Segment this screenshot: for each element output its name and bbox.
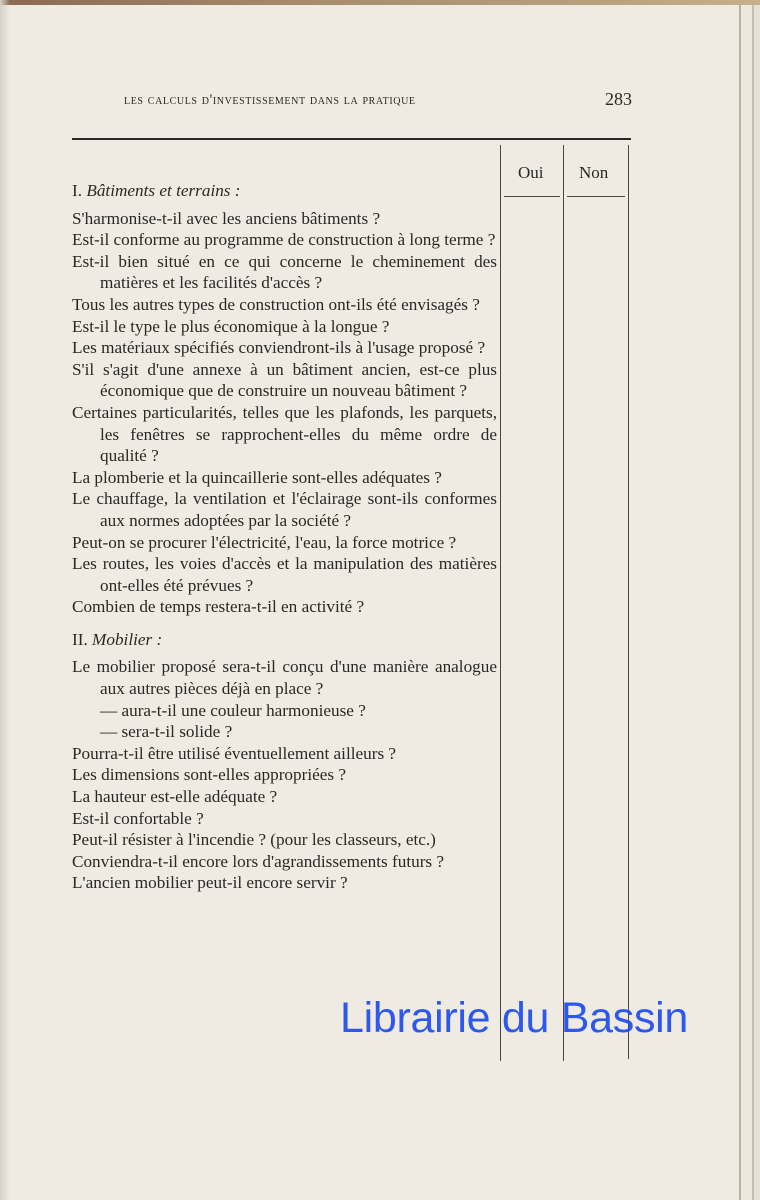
gutter-shadow [0, 0, 10, 1200]
header-underline [504, 196, 560, 197]
checklist-question: Tous les autres types de construction ont-ils été envisagés ? [72, 294, 480, 314]
watermark: Librairie du Bassin [340, 994, 689, 1042]
checklist-question: Peut-il résister à l'incendie ? (pour les classeurs, etc.) [72, 830, 436, 850]
column-divider [500, 145, 501, 1061]
checklist-question: Le chauffage, la ventilation et l'éclairage sont-ils conformes aux normes adoptées par la société ? [72, 489, 497, 530]
page-edge [741, 5, 752, 1200]
book-top-edge [0, 0, 760, 5]
checklist-subquestion: — aura-t-il une couleur harmonieuse ? [100, 700, 366, 720]
checklist-question: Combien de temps restera-t-il en activité ? [72, 597, 365, 617]
running-title: les calculs d'investissement dans la pratique [124, 92, 416, 108]
section-number: II. [72, 629, 88, 649]
table-top-rule [72, 138, 631, 140]
section-heading [72, 629, 497, 651]
checklist-question: Conviendra-t-il encore lors d'agrandissements futurs ? [72, 851, 445, 871]
running-head [124, 89, 632, 109]
checklist [72, 180, 497, 894]
checklist-subquestion: — sera-t-il solide ? [100, 722, 233, 742]
column-header-oui: Oui [518, 163, 544, 182]
header-underline [567, 196, 625, 197]
checklist-question: Les routes, les voies d'accès et la manipulation des matières ont-elles été prévues ? [72, 554, 497, 595]
section-number: I. [72, 181, 83, 200]
checklist-question: Est-il conforme au programme de construction à long terme ? [72, 230, 496, 250]
checklist-question: Certaines particularités, telles que les plafonds, les parquets, les fenêtres se rapprochent-elles du même ordre de qualité ? [72, 402, 497, 466]
checklist-question: Pourra-t-il être utilisé éventuellement ailleurs ? [72, 743, 397, 763]
checklist-question: La hauteur est-elle adéquate ? [72, 787, 278, 807]
section-title: Bâtiments et terrains : [86, 181, 241, 200]
checklist-question: S'harmonise-t-il avec les anciens bâtiments ? [72, 208, 381, 228]
checklist-question: Le mobilier proposé sera-t-il conçu d'une manière analogue aux autres pièces déjà en place ? [72, 657, 497, 699]
checklist-question: La plomberie et la quincaillerie sont-elles adéquates ? [72, 467, 442, 487]
section-heading [72, 180, 497, 202]
column-divider [563, 145, 564, 1061]
column-header-non: Non [579, 163, 609, 182]
checklist-question: L'ancien mobilier peut-il encore servir ? [72, 873, 348, 893]
checklist-question: Est-il le type le plus économique à la longue ? [72, 316, 390, 336]
page-edge [754, 5, 760, 1200]
checklist-question: Les dimensions sont-elles appropriées ? [72, 765, 346, 785]
checklist-question: Est-il confortable ? [72, 808, 204, 828]
checklist-question: S'il s'agit d'une annexe à un bâtiment ancien, est-ce plus économique que de construire un nouveau bâtiment ? [72, 359, 497, 401]
page-number: 283 [605, 89, 632, 109]
checklist-question: Les matériaux spécifiés conviendront-ils à l'usage proposé ? [72, 338, 486, 358]
checklist-question: Peut-on se procurer l'électricité, l'eau, la force motrice ? [72, 532, 457, 552]
section-title: Mobilier : [92, 629, 163, 649]
column-divider [628, 145, 629, 1059]
checklist-question: Est-il bien situé en ce qui concerne le cheminement des matières et les facilités d'accès ? [72, 251, 497, 293]
